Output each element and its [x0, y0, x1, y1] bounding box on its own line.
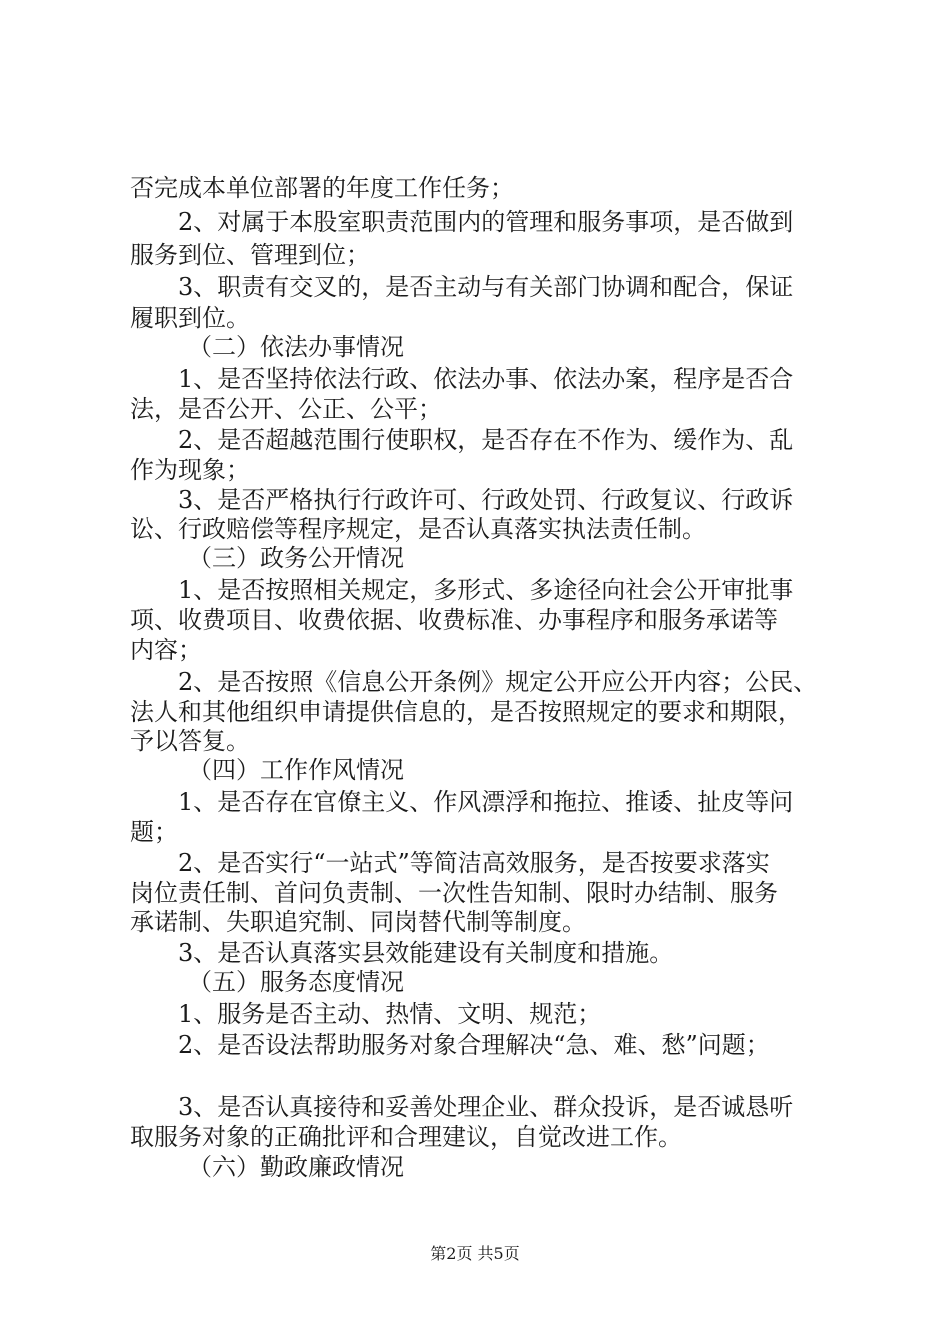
body-line: 题；: [130, 818, 178, 846]
body-line: 2、是否设法帮助服务对象合理解决“急、难、愁”问题；: [178, 1031, 770, 1059]
body-line: 取服务对象的正确批评和合理建议，自觉改进工作。: [130, 1123, 682, 1151]
body-line: 承诺制、失职追究制、同岗替代制等制度。: [130, 908, 586, 936]
body-line: 作为现象；: [130, 456, 250, 484]
body-line: 3、职责有交叉的，是否主动与有关部门协调和配合，保证: [178, 273, 794, 301]
body-line: 否完成本单位部署的年度工作任务；: [130, 174, 514, 202]
section-heading: （五）服务态度情况: [188, 968, 404, 996]
body-line: 3、是否认真落实县效能建设有关制度和措施。: [178, 939, 674, 967]
section-heading: （四）工作作风情况: [188, 756, 404, 784]
section-heading: （六）勤政廉政情况: [188, 1153, 404, 1181]
body-line: 2、是否按照《信息公开条例》规定公开应公开内容；公民、: [178, 668, 818, 696]
body-line: 讼、行政赔偿等程序规定，是否认真落实执法责任制。: [130, 515, 706, 543]
body-line: 2、对属于本股室职责范围内的管理和服务事项，是否做到: [178, 208, 794, 236]
body-line: 1、服务是否主动、热情、文明、规范；: [178, 1000, 602, 1028]
body-line: 岗位责任制、首问负责制、一次性告知制、限时办结制、服务: [130, 879, 778, 907]
body-line: 法人和其他组织申请提供信息的，是否按照规定的要求和期限，: [130, 698, 802, 726]
section-heading: （二）依法办事情况: [188, 333, 404, 361]
body-line: 项、收费项目、收费依据、收费标准、办事程序和服务承诺等: [130, 606, 778, 634]
section-heading: （三）政务公开情况: [188, 544, 404, 572]
body-line: 3、是否认真接待和妥善处理企业、群众投诉，是否诚恳听: [178, 1093, 794, 1121]
body-line: 3、是否严格执行行政许可、行政处罚、行政复议、行政诉: [178, 486, 794, 514]
body-line: 予以答复。: [130, 727, 250, 755]
body-line: 2、是否实行“一站式”等简洁高效服务，是否按要求落实: [178, 849, 770, 877]
body-line: 1、是否按照相关规定，多形式、多途径向社会公开审批事: [178, 576, 794, 604]
body-line: 履职到位。: [130, 304, 250, 332]
body-line: 内容；: [130, 636, 202, 664]
body-line: 2、是否超越范围行使职权，是否存在不作为、缓作为、乱: [178, 426, 794, 454]
body-line: 1、是否坚持依法行政、依法办事、依法办案，程序是否合: [178, 365, 794, 393]
body-line: 法，是否公开、公正、公平；: [130, 395, 442, 423]
body-line: 1、是否存在官僚主义、作风漂浮和拖拉、推诿、扯皮等问: [178, 788, 794, 816]
page-number-footer: 第2页 共5页: [430, 1244, 520, 1263]
body-line: 服务到位、管理到位；: [130, 241, 370, 269]
